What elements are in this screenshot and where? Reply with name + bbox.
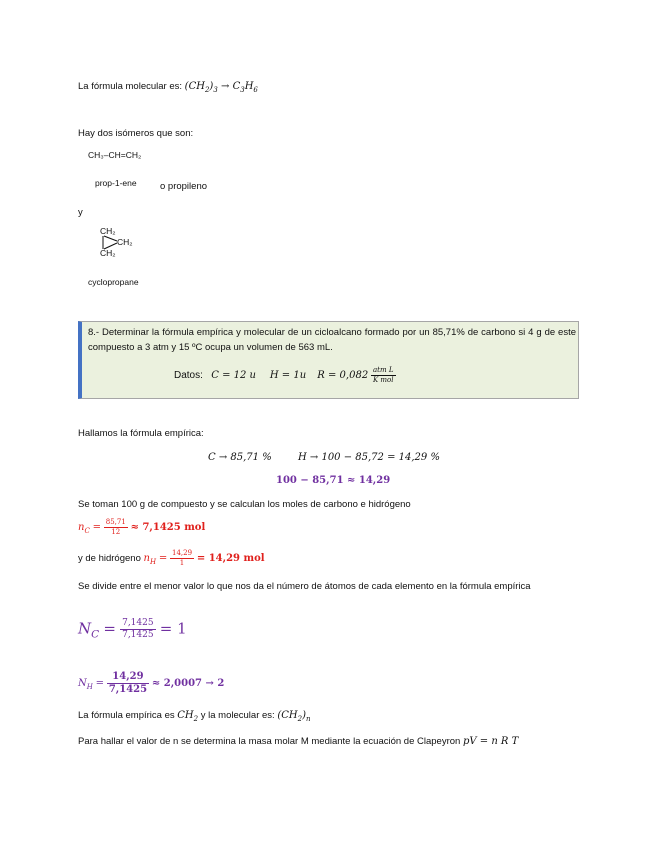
cyclopropane-bottom-group: CH₂: [100, 248, 116, 258]
cyclopropane-structure: [92, 226, 152, 262]
moles-intro: Se toman 100 g de compuesto y se calculan los moles de carbono e hidrógeno: [78, 499, 411, 510]
propene-structure: CH₃–CH=CH₂: [88, 150, 142, 160]
carbon-mass-value: C = 12 u: [211, 370, 256, 382]
problem-box: [78, 321, 579, 399]
gas-constant-value: R = 0,082: [317, 370, 369, 382]
cyclopropane-top-group: CH₂: [100, 226, 116, 236]
carbon-percent: C → 85,71 %: [208, 452, 272, 463]
gas-constant-units: $\frac{\text{atm L}}{\text{K mol}}$: [372, 366, 394, 384]
problem-statement: 8.- Determinar la fórmula empírica y molecular de un cicloalcano formado por un 85,71% de carbono si 4 g de este compuesto a 3 atm y 15 ºC ocupa un volumen de 563 mL.: [88, 327, 576, 353]
molecular-formula-expression: $(CH_2)_3 \to C_3H_6$: [184, 81, 258, 94]
divide-explanation: Se divide entre el menor valor lo que nos da el número de átomos de cada elemento en la fórmula empírica: [78, 581, 531, 592]
molecular-formula-label: La fórmula molecular es:: [78, 81, 183, 92]
cyclopropane-name: cyclopropane: [88, 277, 139, 287]
isomers-intro: Hay dos isómeros que son:: [78, 128, 194, 139]
carbon-ratio-equation: $N_C$ = $\frac{7,1425}{7,1425}$ = 1: [78, 618, 187, 641]
hydrogen-percent-calc: 100 − 85,71 ≈ 14,29: [276, 475, 391, 486]
empirical-intro: Hallamos la fórmula empírica:: [78, 428, 204, 439]
hydrogen-ratio-equation: $N_H$ = $\frac{14,29}{7,1425}$ ≈ 2,0007 → 2: [78, 671, 225, 695]
propene-alt-name: o propileno: [160, 181, 208, 192]
hydrogen-percent: H → 100 − 85,72 = 14,29 %: [298, 452, 440, 463]
hydrogen-mass-value: H = 1u: [269, 370, 307, 382]
clapeyron-line: Para hallar el valor de n se determina la masa molar M mediante la ecuación de Clapeyron pV = n R T: [78, 736, 519, 747]
carbon-moles-equation: $n_C$ = $\frac{85,71}{12}$ ≈ 7,1425 mol: [78, 518, 206, 536]
cyclopropane-right-group: CH₂: [117, 237, 133, 247]
connector-y: y: [78, 207, 83, 218]
problem-data: [174, 367, 396, 384]
propene-name: prop-1-ene: [95, 178, 137, 188]
hydrogen-moles-equation: y de hidrógeno $n_H$ = $\frac{14,29}{1}$ = 14,29 mol: [78, 549, 265, 567]
final-formula-line: La fórmula empírica es $CH_2$ y la molecular es: $(CH_2)_n$: [78, 710, 311, 723]
cyclopropane-bonds: [92, 226, 152, 262]
molecular-formula-line: [78, 81, 258, 94]
datos-label: Datos:: [174, 370, 203, 382]
